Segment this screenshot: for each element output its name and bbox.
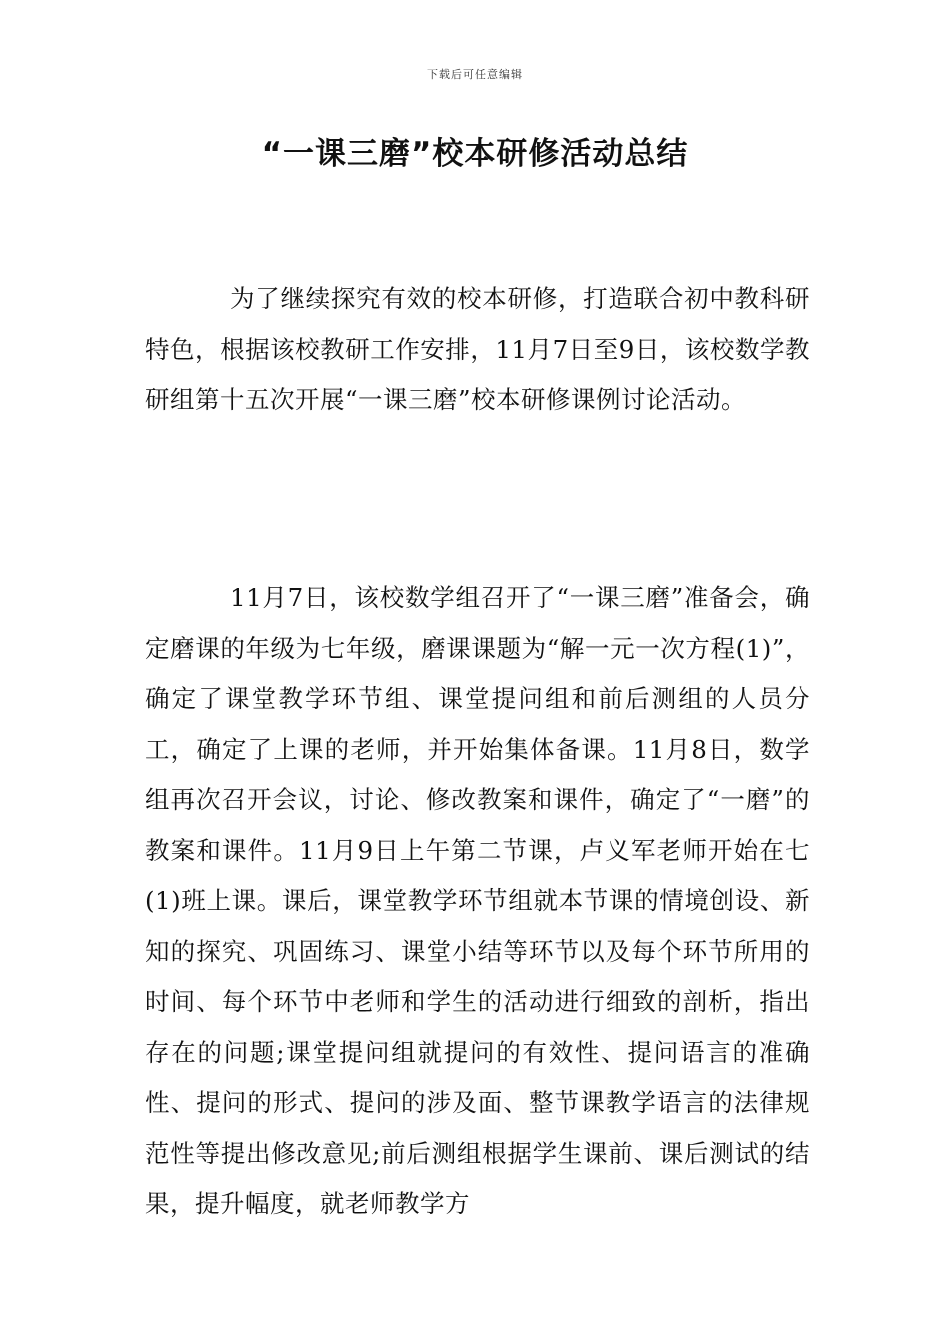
header-note: 下载后可任意编辑	[427, 68, 523, 81]
page-title: “一课三磨”校本研修活动总结	[261, 136, 689, 172]
body-paragraph: 为了继续探究有效的校本研修，打造联合初中教科研特色，根据该校教研工作安排，11月7日至9日，该校数学教研组第十五次开展“一课三磨”校本研修课例讨论活动。	[145, 284, 810, 414]
body-paragraph: 11月7日，该校数学组召开了“一课三磨”准备会，确定磨课的年级为七年级，磨课课题为“解一元一次方程(1)”，确定了课堂教学环节组、课堂提问组和前后测组的人员分工，确定了上课的老师，并开始集体备课。11月8日，数学组再次召开会议，讨论、修改教案和课件，确定了“一磨”的教案和课件。11月9日上午第二节课，卢义军老师开始在七(1)班上课。课后，课堂教学环节组就本节课的情境创设、新知的探究、巩固练习、课堂小结等环节以及每个环节所用的时间、每个环节中老师和学生的活动进行细致的剖析，指出存在的问题;课堂提问组就提问的有效性、提问语言的准确性、提问的形式、提问的涉及面、整节课教学语言的法律规范性等提出修改意见;前后测组根据学生课前、课后测试的结果，提升幅度，就老师教学方	[145, 583, 810, 1218]
